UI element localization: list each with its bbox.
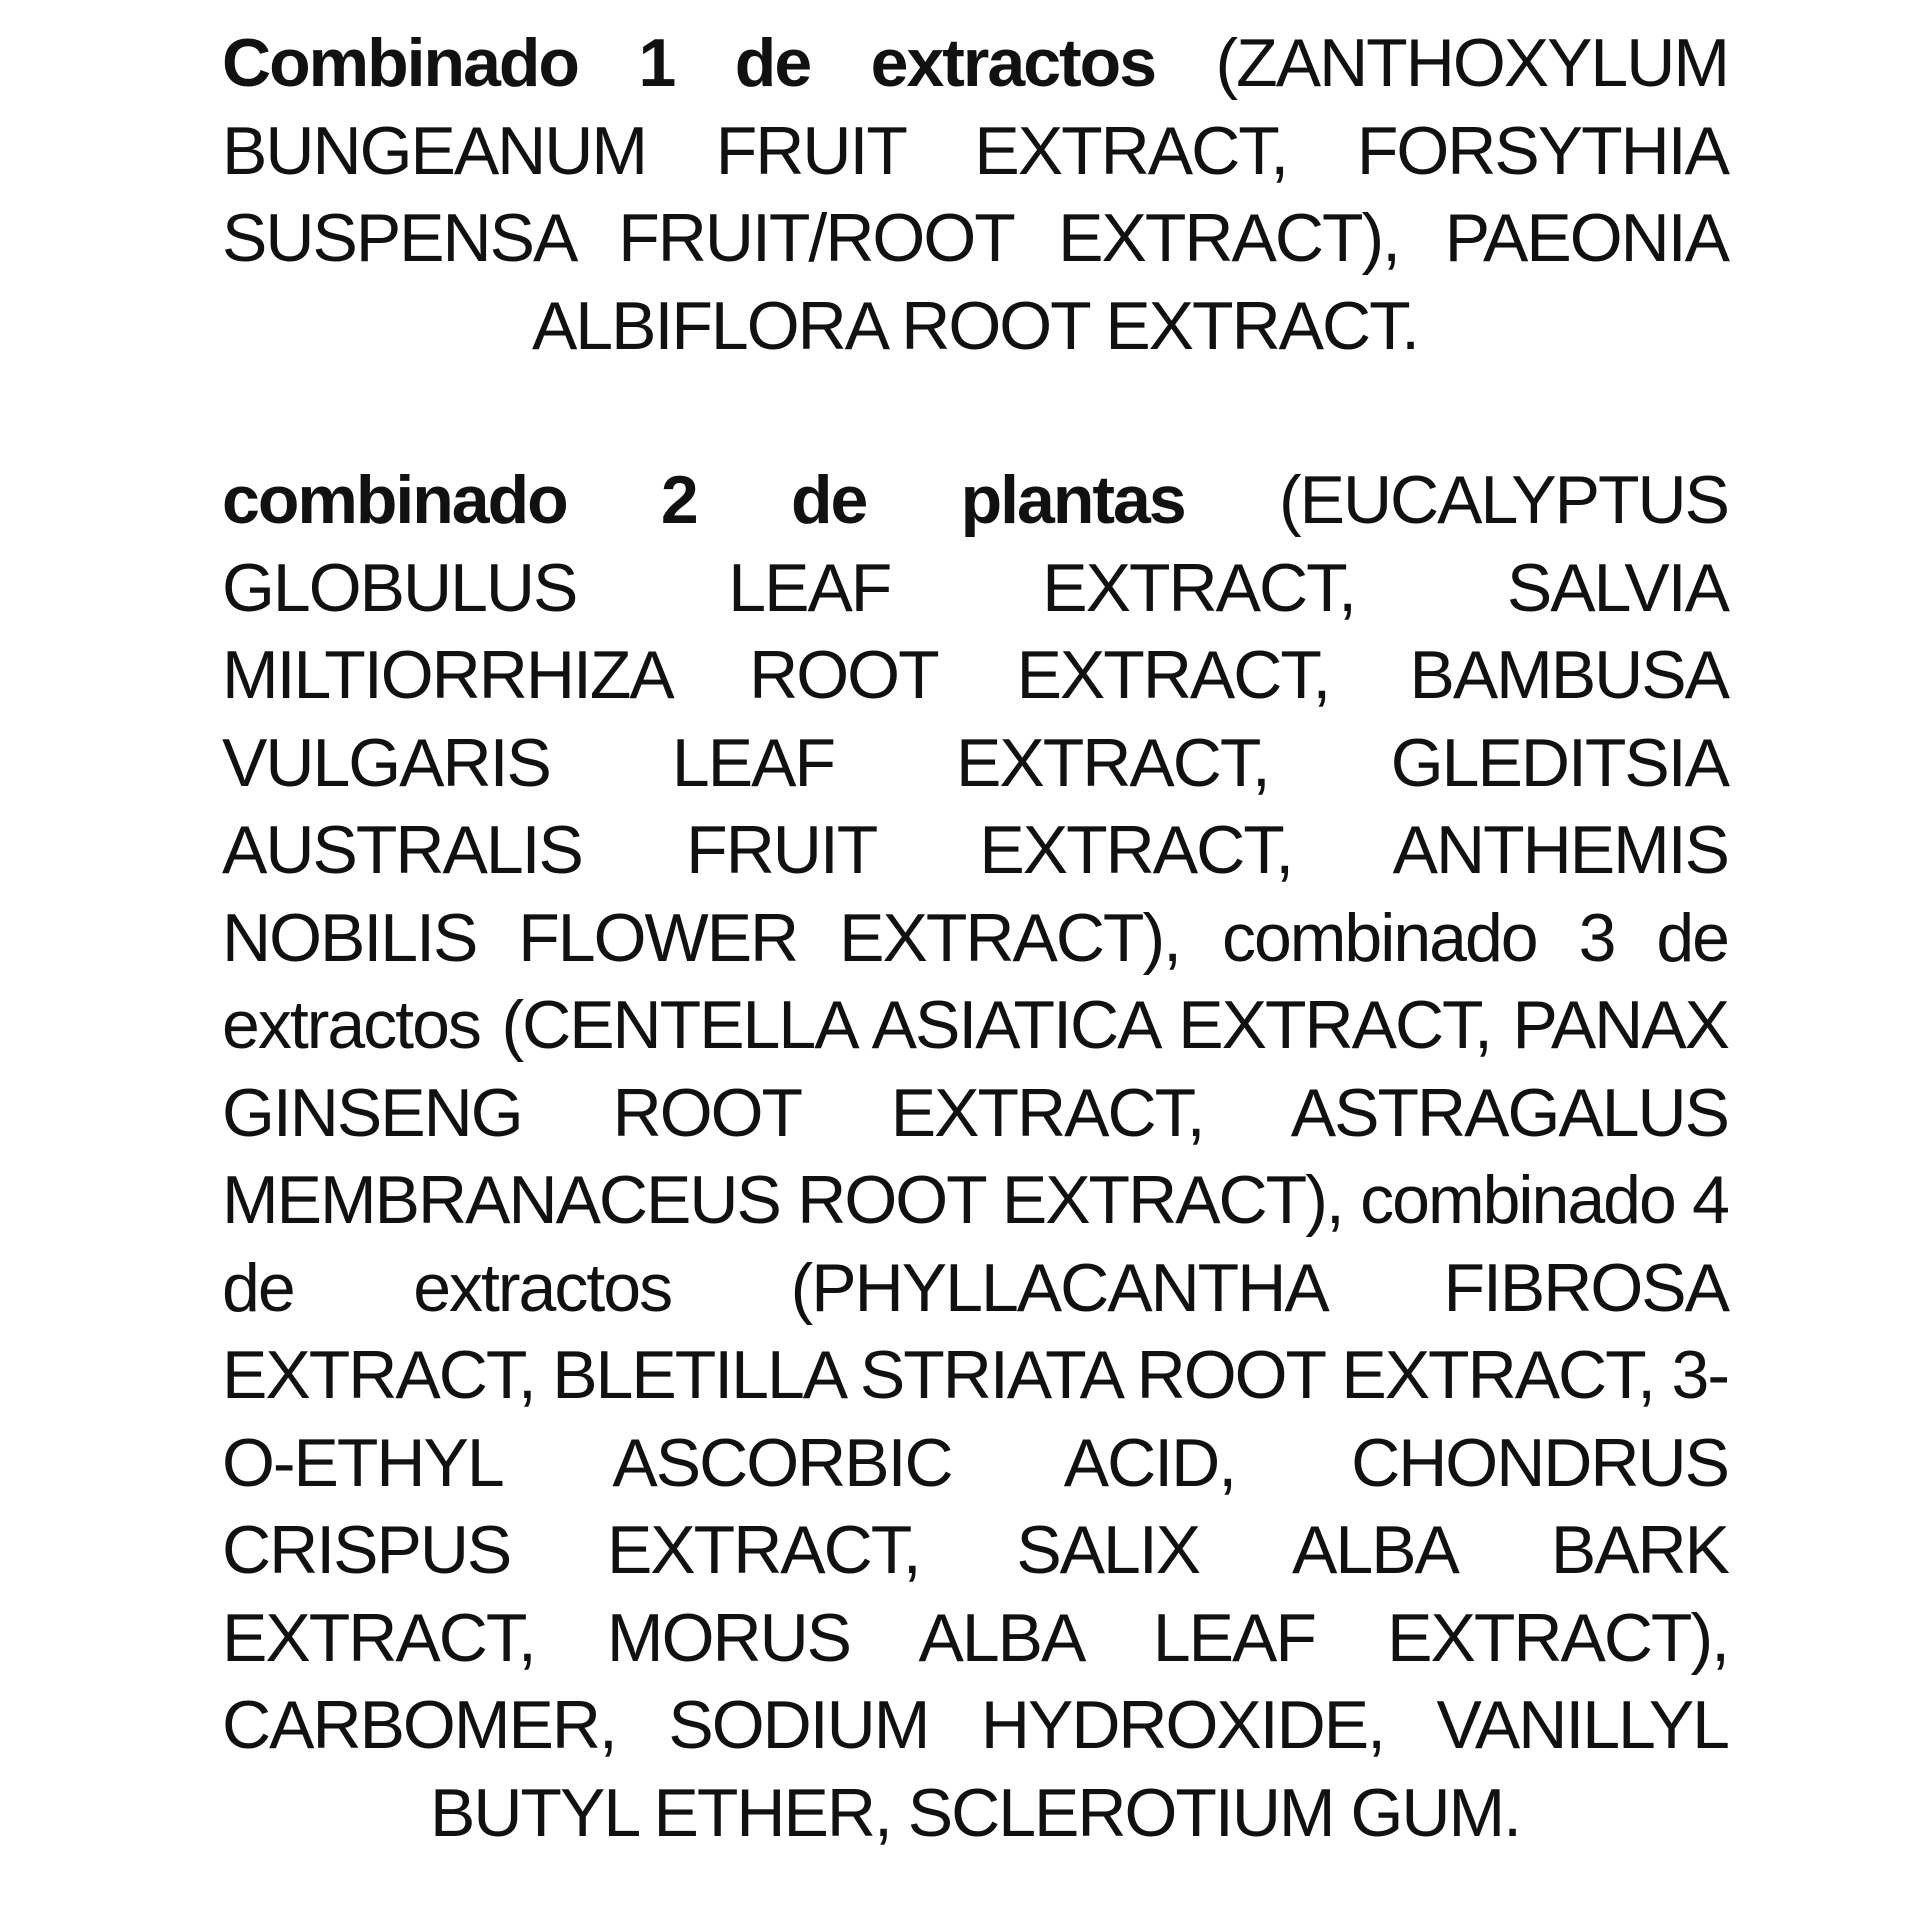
paragraph-2-heading: combinado 2 de plantas (222, 462, 1185, 538)
ingredients-paragraph-2 (222, 457, 1728, 1857)
paragraph-1-text: (ZANTHOXYLUM BUNGEANUM FRUIT EXTRACT, FORSYTHIA SUSPENSA FRUIT/ROOT EXTRACT), PAEONIA ALBIFLORA ROOT EXTRACT. (222, 25, 1728, 364)
paragraph-1-heading: Combinado 1 de extractos (222, 25, 1156, 101)
ingredients-paragraph-1 (222, 20, 1728, 370)
ingredients-document (222, 20, 1728, 1857)
paragraph-2-text: (EUCALYPTUS GLOBULUS LEAF EXTRACT, SALVIA MILTIORRHIZA ROOT EXTRACT, BAMBUSA VULGARIS LEAF EXTRACT, GLEDITSIA AUSTRALIS FRUIT EXTRACT, ANTHEMIS NOBILIS FLOWER EXTRACT), combinado 3 de extractos (CENTELLA ASIATICA EXTRACT, PANAX GINSENG ROOT EXTRACT, ASTRAGALUS MEMBRANACEUS ROOT EXTRACT), combinado 4 de extractos (PHYLLACANTHA FIBROSA EXTRACT, BLETILLA STRIATA ROOT EXTRACT, 3-O-ETHYL ASCORBIC ACID, CHONDRUS CRISPUS EXTRACT, SALIX ALBA BARK EXTRACT, MORUS ALBA LEAF EXTRACT), CARBOMER, SODIUM HYDROXIDE, VANILLYL BUTYL ETHER, SCLEROTIUM GUM. (222, 462, 1728, 1851)
